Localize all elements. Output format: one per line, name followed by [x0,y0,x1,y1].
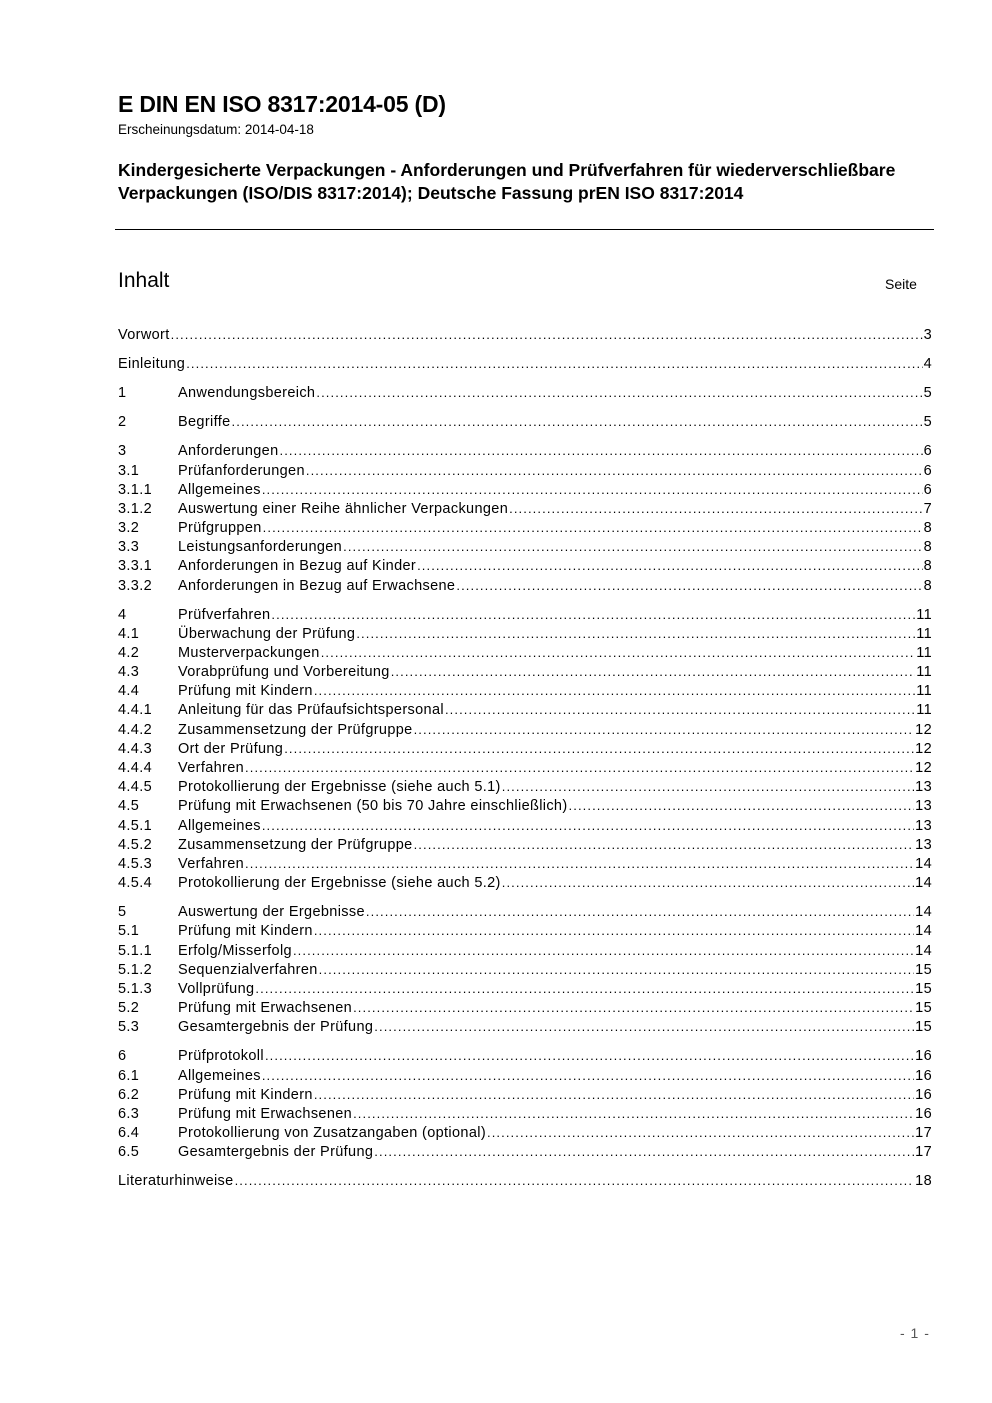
toc-entry-number: 4.5.3 [118,856,152,872]
toc-entry-number: 3.3.1 [118,558,152,574]
toc-dot-leader [232,412,923,431]
toc-entry-page: 17 [915,1125,932,1141]
toc-dot-leader [284,739,914,758]
toc-entry-title: Gesamtergebnis der Prüfung [178,1144,374,1160]
toc-dot-leader [374,1142,914,1161]
toc-entry-number: 4.5.2 [118,837,152,853]
toc-entry [118,835,932,854]
toc-entry [118,441,932,460]
toc-entry-number: 4 [118,607,127,623]
toc-dot-leader [262,480,923,499]
toc-entry [118,499,932,518]
toc-dot-leader [417,556,923,575]
toc-dot-leader [343,537,922,556]
toc-entry-number: 5.3 [118,1019,140,1035]
toc-entry [118,1085,932,1104]
footer-page-number: - 1 - [900,1325,930,1341]
toc-entry [118,941,932,960]
toc-entry [118,1017,932,1036]
toc-entry-title: Allgemeines [178,482,261,498]
toc-entry [118,1123,932,1142]
toc-entry-title: Prüfung mit Kindern [178,683,313,699]
toc-entry [118,720,932,739]
toc-entry-number: 1 [118,385,127,401]
title-divider [115,229,934,230]
toc-entry [118,480,932,499]
toc-entry-page: 14 [915,943,932,959]
toc-entry-title: Anforderungen [178,443,279,459]
toc-heading: Inhalt [118,269,170,292]
toc-entry [118,643,932,662]
toc-dot-leader [569,796,915,815]
toc-entry-page: 7 [923,501,932,517]
toc-entry-page: 11 [916,607,932,623]
toc-dot-leader [186,354,922,373]
toc-entry-page: 3 [923,327,932,343]
toc-entry-number: 4.1 [118,626,140,642]
toc-entry-title: Einleitung [118,356,186,372]
toc-entry [118,873,932,892]
toc-dot-leader [245,758,914,777]
toc-entry-page: 14 [915,904,932,920]
toc-entry-number: 4.5.4 [118,875,152,891]
document-title: Kindergesicherte Verpackungen - Anforderungen und Prüfverfahren für wiederverschließbare Verpackungen (ISO/DIS 8317:2014); Deutsche Fassung prEN ISO 8317:2014 [118,160,896,203]
toc-entry-page: 14 [915,856,932,872]
toc-entry-number: 6 [118,1048,127,1064]
toc-entry [118,902,932,921]
toc-entry-number: 3.3.2 [118,578,152,594]
toc-entry [118,700,932,719]
toc-entry-page: 13 [915,779,932,795]
toc-entry-number: 4.4 [118,683,140,699]
toc-entry-number: 5.1.1 [118,943,152,959]
toc-entry-page: 16 [915,1087,932,1103]
toc-entry-page: 16 [915,1068,932,1084]
toc-entry-title: Anleitung für das Prüfaufsichtspersonal [178,702,444,718]
page-column-label: Seite [885,276,917,292]
toc-entry [118,556,932,575]
toc-entry-page: 14 [915,875,932,891]
toc-entry-title: Verfahren [178,760,245,776]
toc-entry-number: 3.1.1 [118,482,152,498]
toc-entry-page: 6 [923,463,932,479]
toc-entry-number: 5.2 [118,1000,140,1016]
toc-entry [118,921,932,940]
toc-entry-number: 4.4.1 [118,702,152,718]
toc-entry-number: 6.5 [118,1144,140,1160]
toc-entry-title: Musterverpackungen [178,645,320,661]
toc-entry-page: 4 [923,356,932,372]
toc-entry-page: 13 [915,818,932,834]
toc-dot-leader [391,662,916,681]
toc-entry-title: Anwendungsbereich [178,385,316,401]
toc-dot-leader [502,873,914,892]
toc-entry-page: 17 [915,1144,932,1160]
toc-dot-leader [262,816,914,835]
toc-entry-title: Prüfprotokoll [178,1048,264,1064]
toc-dot-leader [245,854,914,873]
toc-dot-leader [262,1066,914,1085]
toc-entry [118,537,932,556]
toc-entry-title: Vollprüfung [178,981,255,997]
toc-entry [118,662,932,681]
toc-entry [118,979,932,998]
toc-entry-page: 12 [915,760,932,776]
toc-entry-page: 6 [923,443,932,459]
toc-entry [118,1046,932,1065]
toc-entry-page: 15 [915,962,932,978]
toc-entry-title: Verfahren [178,856,245,872]
toc-entry-page: 12 [915,741,932,757]
toc-entry-title: Zusammensetzung der Prüfgruppe [178,722,413,738]
toc-entry-page: 16 [915,1106,932,1122]
toc-dot-leader [487,1123,914,1142]
toc-entry-number: 5.1.3 [118,981,152,997]
toc-entry-number: 4.5.1 [118,818,152,834]
toc-dot-leader [314,1085,914,1104]
toc-entry-page: 15 [915,1019,932,1035]
toc-entry-page: 5 [923,385,932,401]
toc-entry-page: 11 [916,626,932,642]
toc-entry-page: 11 [916,645,932,661]
toc-dot-leader [314,921,914,940]
toc-entry-page: 8 [923,558,932,574]
toc-entry-page: 16 [915,1048,932,1064]
toc-entry-title: Sequenzialverfahren [178,962,318,978]
toc-entry-page: 18 [915,1173,932,1189]
toc-entry-number: 4.4.2 [118,722,152,738]
toc-entry-number: 3.1 [118,463,140,479]
toc-entry [118,461,932,480]
toc-entry-number: 4.4.4 [118,760,152,776]
toc-entry [118,777,932,796]
toc-entry-title: Gesamtergebnis der Prüfung [178,1019,374,1035]
toc-entry [118,325,932,344]
toc-dot-leader [445,700,915,719]
toc-entry-title: Protokollierung der Ergebnisse (siehe auch 5.1) [178,779,501,795]
toc-entry-title: Vorwort [118,327,170,343]
toc-entry-number: 4.5 [118,798,140,814]
toc-entry-title: Leistungsanforderungen [178,539,343,555]
toc-entry [118,998,932,1017]
toc-entry [118,854,932,873]
toc-entry-page: 6 [923,482,932,498]
toc-entry-number: 6.4 [118,1125,140,1141]
toc-entry-page: 15 [915,1000,932,1016]
toc-entry-title: Prüfung mit Erwachsenen (50 bis 70 Jahre einschließlich) [178,798,568,814]
toc-entry-number: 4.2 [118,645,140,661]
toc-entry-title: Erfolg/Misserfolg [178,943,292,959]
toc-entry-title: Auswertung einer Reihe ähnlicher Verpackungen [178,501,509,517]
toc-entry-title: Prüfanforderungen [178,463,305,479]
toc-entry [118,1104,932,1123]
toc-entry [118,383,932,402]
toc-entry-page: 11 [916,664,932,680]
toc-dot-leader [271,605,915,624]
toc-entry-title: Allgemeines [178,818,261,834]
toc-entry-number: 6.3 [118,1106,140,1122]
toc-dot-leader [356,624,915,643]
toc-entry-title: Prüfung mit Erwachsenen [178,1106,353,1122]
toc-entry [118,816,932,835]
toc-entry [118,354,932,373]
toc-entry-title: Prüfung mit Erwachsenen [178,1000,353,1016]
toc-entry [118,739,932,758]
toc-entry-page: 8 [923,539,932,555]
toc-entry-title: Prüfung mit Kindern [178,1087,313,1103]
toc-entry-page: 13 [915,837,932,853]
toc-dot-leader [502,777,914,796]
toc-dot-leader [293,941,914,960]
toc-entry-number: 3.2 [118,520,140,536]
toc-entry-number: 4.3 [118,664,140,680]
toc-entry-number: 5 [118,904,127,920]
toc-entry-page: 12 [915,722,932,738]
toc-entry-number: 4.4.5 [118,779,152,795]
toc-dot-leader [374,1017,914,1036]
toc-entry-title: Zusammensetzung der Prüfgruppe [178,837,413,853]
toc-entry-number: 6.2 [118,1087,140,1103]
toc-entry [118,758,932,777]
toc-entry [118,576,932,595]
toc-entry-page: 5 [923,414,932,430]
publication-date: Erscheinungsdatum: 2014-04-18 [118,122,314,137]
toc-dot-leader [353,1104,914,1123]
toc-entry-page: 11 [916,683,932,699]
toc-entry-page: 15 [915,981,932,997]
toc-entry-title: Protokollierung von Zusatzangaben (optional) [178,1125,486,1141]
toc-entry-number: 3.1.2 [118,501,152,517]
toc-dot-leader [321,643,916,662]
toc-dot-leader [280,441,923,460]
toc-entry-number: 3 [118,443,127,459]
toc-entry [118,1171,932,1190]
toc-entry-page: 8 [923,578,932,594]
toc-entry-number: 2 [118,414,127,430]
toc-dot-leader [255,979,914,998]
document-id: E DIN EN ISO 8317:2014-05 (D) [118,91,446,117]
toc-entry-title: Prüfgruppen [178,520,262,536]
toc-dot-leader [306,461,923,480]
toc-entry [118,960,932,979]
toc-entry-title: Überwachung der Prüfung [178,626,356,642]
toc-entry [118,412,932,431]
toc-entry-number: 6.1 [118,1068,140,1084]
toc-entry-title: Vorabprüfung und Vorbereitung [178,664,390,680]
toc-entry-number: 4.4.3 [118,741,152,757]
toc-dot-leader [171,325,923,344]
toc-entry [118,1066,932,1085]
toc-dot-leader [456,576,922,595]
toc-dot-leader [353,998,914,1017]
toc-dot-leader [316,383,922,402]
toc-dot-leader [509,499,922,518]
toc-dot-leader [265,1046,914,1065]
toc-dot-leader [235,1171,915,1190]
toc-entry-title: Allgemeines [178,1068,261,1084]
toc-entry-title: Prüfverfahren [178,607,271,623]
toc-entry-title: Auswertung der Ergebnisse [178,904,365,920]
toc-entry-page: 8 [923,520,932,536]
toc-dot-leader [314,681,915,700]
toc-entry [118,1142,932,1161]
toc-entry-number: 5.1 [118,923,140,939]
toc-entry [118,624,932,643]
toc-dot-leader [414,835,915,854]
toc-entry-title: Anforderungen in Bezug auf Erwachsene [178,578,456,594]
toc-entry-number: 5.1.2 [118,962,152,978]
toc-entry-title: Literaturhinweise [118,1173,234,1189]
toc-entry-title: Ort der Prüfung [178,741,284,757]
toc-entry-title: Prüfung mit Kindern [178,923,313,939]
toc-entry [118,681,932,700]
toc-entry [118,605,932,624]
toc-dot-leader [319,960,915,979]
toc-entry [118,518,932,537]
toc-dot-leader [414,720,915,739]
toc-entry [118,796,932,815]
toc-entry-title: Anforderungen in Bezug auf Kinder [178,558,417,574]
toc-entry-title: Protokollierung der Ergebnisse (siehe auch 5.2) [178,875,501,891]
toc-entry-page: 14 [915,923,932,939]
toc-entry-title: Begriffe [178,414,231,430]
toc-entry-number: 3.3 [118,539,140,555]
toc-dot-leader [263,518,923,537]
toc-entry-page: 11 [916,702,932,718]
toc-entry-page: 13 [915,798,932,814]
toc-dot-leader [366,902,914,921]
